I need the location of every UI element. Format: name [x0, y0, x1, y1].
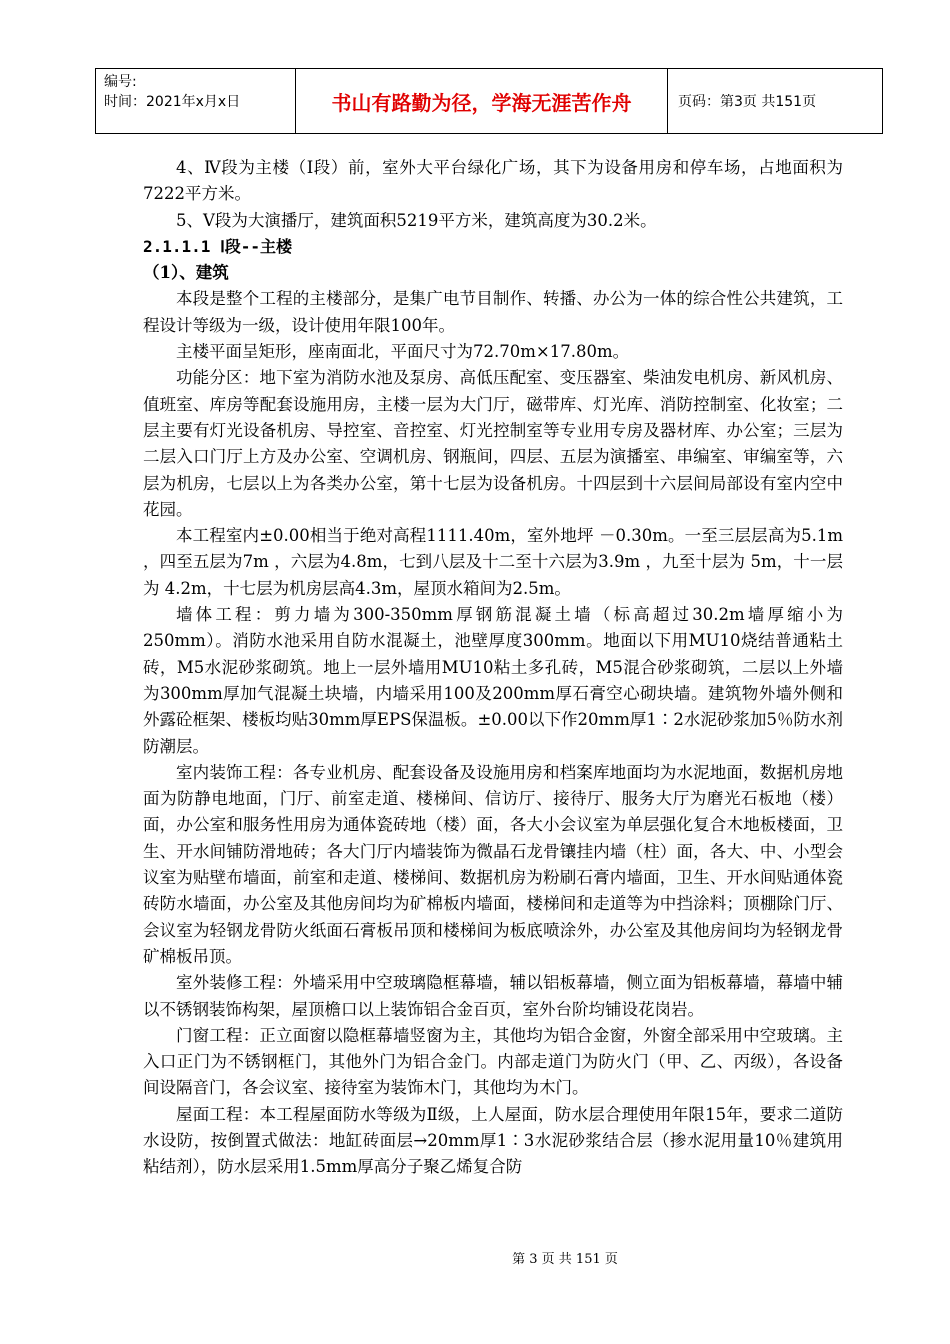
- body-paragraph: 本工程室内±0.00相当于绝对高程1111.40m，室外地坪 －0.30m。一至三层层高为5.1m ，四至五层为7m ，六层为4.8m，七到八层及十二至十六层为3.9m ，九至十层为 5m，十一层为 4.2m，十七层为机房层高4.3m，屋顶水箱间为2.5m。: [143, 526, 843, 598]
- time-label: 时间：2021年x月x日: [104, 94, 241, 110]
- body-paragraph: 本段是整个工程的主楼部分，是集广电节目制作、转播、办公为一体的综合性公共建筑，工程设计等级为一级，设计使用年限100年。: [143, 289, 843, 335]
- body-paragraph: 5、Ⅴ段为大演播厅，建筑面积5219平方米，建筑高度为30.2米。: [176, 210, 657, 230]
- body-paragraph: 屋面工程：本工程屋面防水等级为Ⅱ级，上人屋面，防水层合理使用年限15年，要求二道防水设防，按倒置式做法：地缸砖面层→20mm厚1∶3水泥砂浆结合层（掺水泥用量10％建筑用粘结剂），防水层采用1.5mm厚高分子聚乙烯复合防: [143, 1104, 843, 1177]
- body-paragraph: 门窗工程：正立面窗以隐框幕墙竖窗为主，其他均为铝合金窗，外窗全部采用中空玻璃。主入口正门为不锈钢框门，其他外门为铝合金门。内部走道门为防火门（甲、乙、丙级），各设备间设隔音门，各会议室、接待室为装饰木门，其他均为木门。: [143, 1025, 843, 1098]
- page-footer: 第 3 页 共 151 页: [512, 1252, 618, 1267]
- subsection-heading: （1）、建筑: [143, 263, 229, 283]
- header-page-label: 页码：第3页 共151页: [678, 94, 817, 110]
- body-paragraph: 主楼平面呈矩形，座南面北，平面尺寸为72.70m×17.80m。: [176, 342, 630, 362]
- header-motto: 书山有路勤为径，学海无涯苦作舟: [296, 69, 668, 133]
- body-paragraph: 墙体工程：剪力墙为300-350mm厚钢筋混凝土墙（标高超过30.2m墙厚缩小为250mm）。消防水池采用自防水混凝土，池壁厚度300mm。地面以下用MU10烧结普通粘土砖，M5水泥砂浆砌筑。地上一层外墙用MU10粘土多孔砖，M5混合砂浆砌筑，二层以上外墙为300mm厚加气混凝土块墙，内墙采用100及200mm厚石膏空心砌块墙。建筑物外墙外侧和外露砼框架、楼板均贴30mm厚EPS保温板。±0.00以下作20mm厚1∶2水泥砂浆加5％防水剂防潮层。: [143, 605, 843, 756]
- body-paragraph: 室内装饰工程：各专业机房、配套设备及设施用房和档案库地面均为水泥地面，数据机房地面为防静电地面，门厅、前室走道、楼梯间、信访厅、接待厅、服务大厅为磨光石板地（楼）面，办公室和服务性用房为通体瓷砖地（楼）面，各大小会议室为单层强化复合木地板楼面，卫生、开水间铺防滑地砖；各大门厅内墙装饰为微晶石龙骨镶挂内墙（柱）面，各大、中、小型会议室为贴壁布墙面，前室和走道、楼梯间、数据机房为粉刷石膏内墙面，卫生、开水间贴通体瓷砖防水墙面，办公室及其他房间均为矿棉板内墙面，楼梯间和走道等为中挡涂料；顶棚除门厅、会议室为轻钢龙骨防火纸面石膏板吊顶和楼梯间为板底喷涂外，办公室及其他房间均为轻钢龙骨矿棉板吊顶。: [143, 762, 843, 966]
- body-paragraph: 功能分区：地下室为消防水池及泵房、高低压配室、变压器室、柴油发电机房、新风机房、值班室、库房等配套设施用房，主楼一层为大门厅，磁带库、灯光库、消防控制室、化妆室；二层主要有灯光设备机房、导控室、音控室、灯光控制室等专业用专房及器材库、办公室；三层为二层入口门厅上方及办公室、空调机房、钢瓶间，四层、五层为演播室、串编室、审编室等，六层为机房，七层以上为各类办公室，第十七层为设备机房。十四层到十六层间局部设有室内空中花园。: [143, 368, 843, 519]
- body-paragraph: 4、Ⅳ段为主楼（Ⅰ段）前，室外大平台绿化广场，其下为设备用房和停车场，占地面积为7222平方米。: [143, 158, 843, 204]
- section-heading: 2.1.1.1 Ⅰ段--主楼: [143, 236, 293, 256]
- body-paragraph: 室外装修工程：外墙采用中空玻璃隐框幕墙，辅以铝板幕墙，侧立面为铝板幕墙，幕墙中辅以不锈钢装饰构架，屋顶檐口以上装饰铝合金百页，室外台阶均铺设花岗岩。: [143, 973, 843, 1019]
- code-label: 编号:: [104, 74, 137, 90]
- document-body: [143, 155, 843, 1181]
- header-meta: [96, 69, 296, 133]
- page-header: [95, 68, 883, 134]
